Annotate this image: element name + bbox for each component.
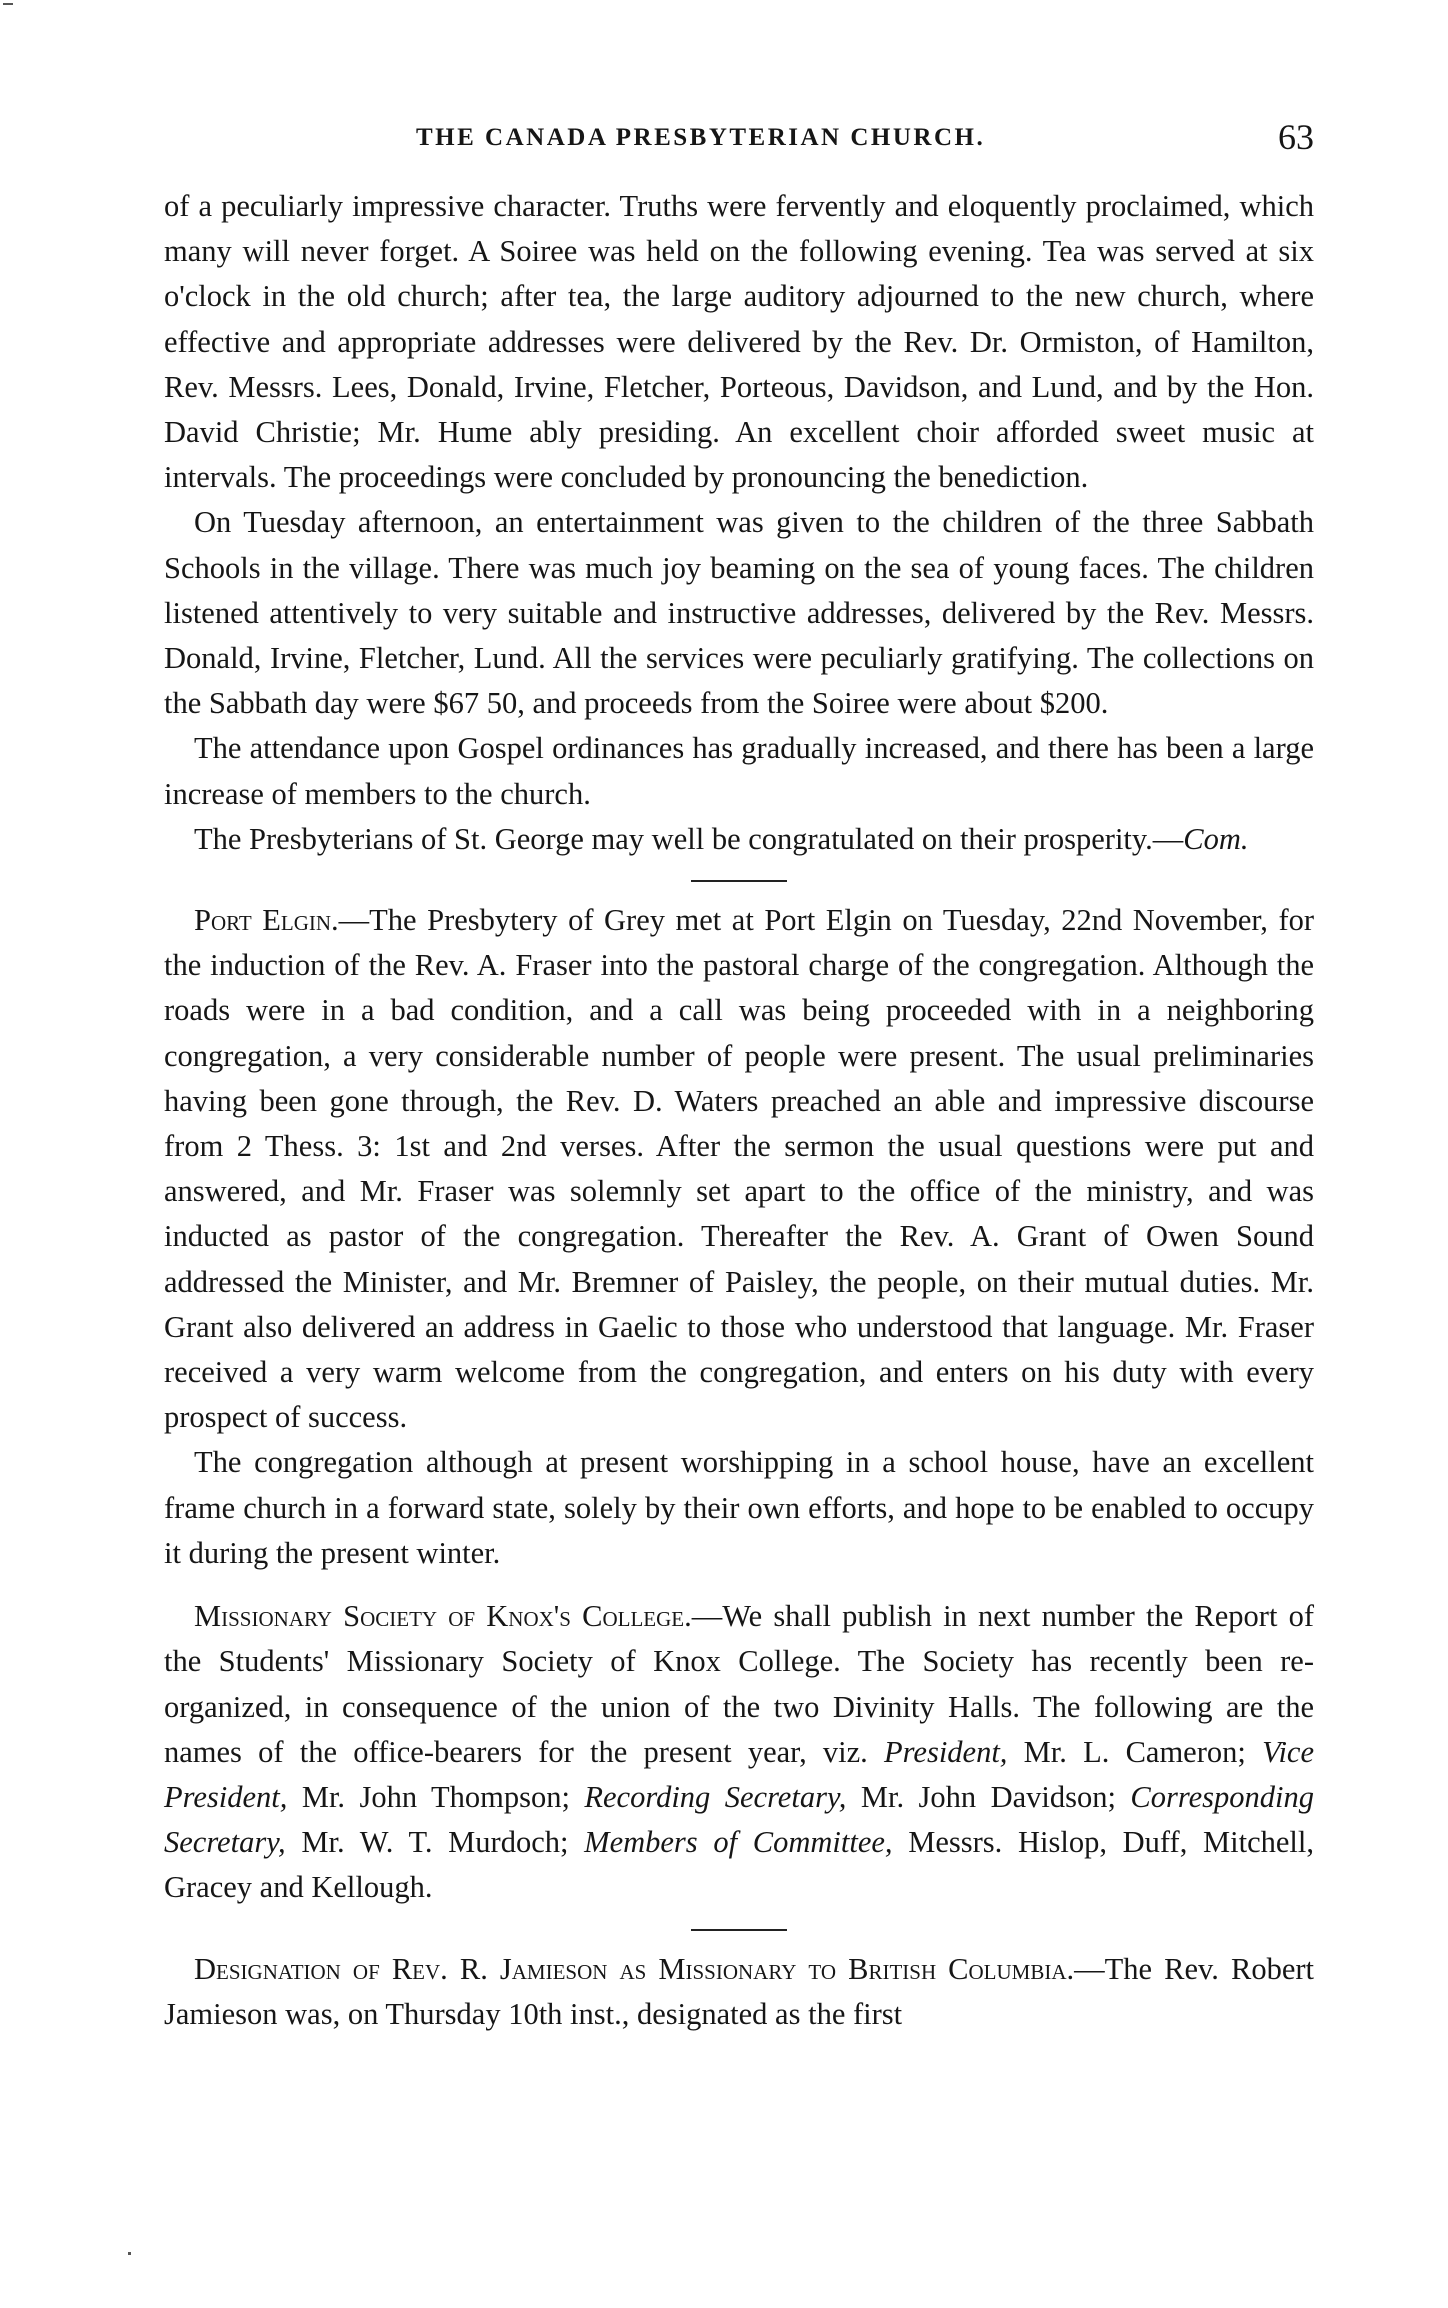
office-president: President, (884, 1734, 1008, 1769)
paragraph-port-elgin (164, 898, 1314, 1440)
section-divider (691, 1929, 787, 1931)
page-number: 63 (1278, 117, 1314, 157)
port-elgin-text: —The Presbytery of Grey met at Port Elgin on Tuesday, 22nd November, for the induction of the Rev. A. Fraser into the pastoral charge of the congregation. Although the roads were in a bad condition, and a call was being proceeded with in a neighboring congregation, a very considerable number of people were present. The usual preliminaries having been gone through, the Rev. D. Waters preached an able and impressive discourse from 2 Thess. 3: 1st and 2nd verses. After the sermon the usual questions were put and answered, and Mr. Fraser was solemnly set apart to the office of the ministry, and was inducted as pastor of the congregation. Thereafter the Rev. A. Grant of Owen Sound addressed the Minister, and Mr. Bremner of Paisley, the people, on their mutual duties. Mr. Grant also delivered an address in Gaelic to those who understood that language. Mr. Fraser received a very warm welcome from the congregation, and enters on his duty with every prospect of success. (164, 903, 1315, 1435)
running-title: THE CANADA PRESBYTERIAN CHURCH. (416, 124, 986, 151)
missionary-society-text: —We shall publish in next number the Report of the Students' Missionary Society of Knox College. The Society has recently been re-organized, in consequence of the union of the two Divinity Halls. The following are the names of the office-bearers for the present year, viz. (164, 1599, 1315, 1769)
officer-vice-president: Mr. John Thompson; (287, 1779, 585, 1814)
paragraph-attendance: The attendance upon Gospel ordinances has gradually increased, and there has been a large increase of members to the church. (164, 731, 1314, 811)
paragraph-soiree: of a peculiarly impressive character. Truths were fervently and eloquently proclaimed, which many will never forget. A Soiree was held on the following evening. Tea was served at six o'clock in the old church; after tea, the large auditory adjourned to the new church, where effective and appropriate addresses were delivered by the Rev. Dr. Ormiston, of Hamilton, Rev. Messrs. Lees, Donald, Irvine, Fletcher, Porteous, Davidson, and Lund, and by the Hon. David Christie; Mr. Hume ably presiding. An excellent choir afforded sweet music at intervals. The proceedings were concluded by pronouncing the benediction. (164, 189, 1314, 495)
paragraph-designation (164, 1947, 1314, 2037)
committee-members: Messrs. Hislop, Duff, Mitchell, Gracey and Kellough. (164, 1825, 1314, 1905)
section-divider (691, 880, 787, 882)
office-corresponding-secretary: Corresponding Secretary, (164, 1779, 1314, 1860)
paragraph-congregation-church: The congregation although at present worshipping in a school house, have an excellent frame church in a forward state, solely by their own efforts, and hope to be enabled to occupy it during the present winter. (164, 1445, 1314, 1570)
office-members-of-committee: Members of Committee, (584, 1825, 893, 1860)
signature-com: Com. (1183, 821, 1249, 856)
section-heading-port-elgin: Port Elgin. (194, 903, 339, 938)
page-header (164, 110, 1314, 170)
scan-edge-mark (3, 3, 13, 5)
office-recording-secretary: Recording Secretary, (584, 1779, 847, 1814)
paragraph-st-george: The Presbyterians of St. George may well be congratulated on their prosperity.—Com. (194, 821, 1249, 856)
section-heading-missionary-society: Missionary Society of Knox's College. (194, 1599, 692, 1634)
document-page (164, 110, 1314, 2037)
office-vice-president: Vice President, (164, 1734, 1314, 1814)
paragraph-sabbath-schools: On Tuesday afternoon, an entertainment was given to the children of the three Sabbath Schools in the village. There was much joy beaming on the sea of young faces. The children listened attentively to very suitable and instructive addresses, delivered by the Rev. Messrs. Donald, Irvine, Fletcher, Lund. All the services were peculiarly gratifying. The collections on the Sabbath day were $67 50, and proceeds from the Soiree were about $200. (164, 505, 1314, 721)
congratulation-text: The Presbyterians of St. George may well be congratulated on their prosperity. (194, 821, 1153, 856)
section-heading-designation: Designation of Rev. R. Jamieson as Missionary to British Columbia. (194, 1951, 1075, 1986)
officer-president: Mr. L. Cameron; (1007, 1734, 1263, 1769)
officer-corresponding-secretary: Mr. W. T. Murdoch; (285, 1825, 585, 1860)
article-body (164, 184, 1314, 2037)
scan-speck (128, 2252, 131, 2255)
paragraph-missionary-society (164, 1594, 1314, 1910)
officer-recording-secretary: Mr. John Davidson; (846, 1779, 1131, 1814)
designation-text: —The Rev. Robert Jamieson was, on Thursday 10th inst., designated as the first (164, 1951, 1314, 2031)
section-gap (164, 1576, 1314, 1594)
